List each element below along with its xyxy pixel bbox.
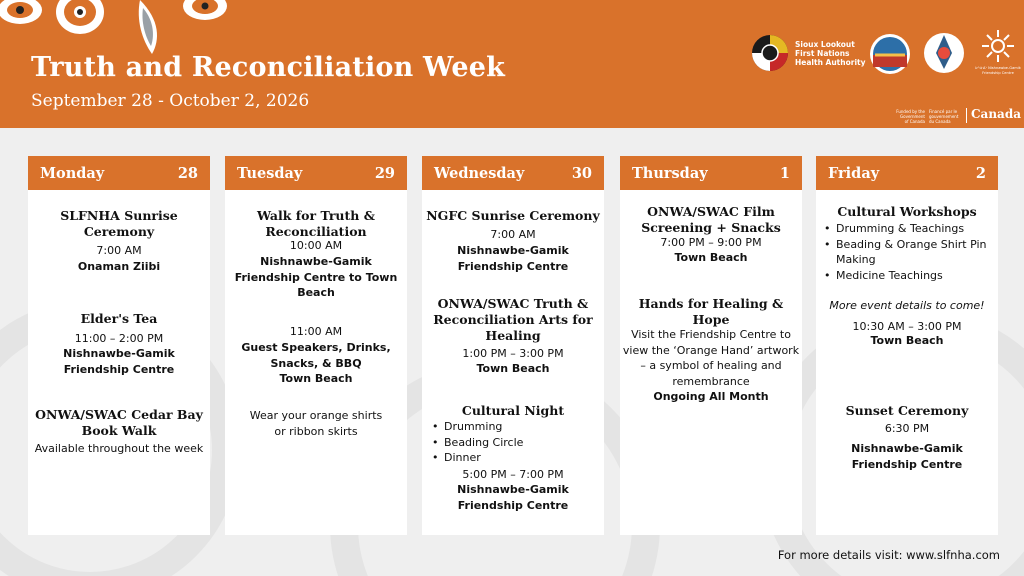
event-title: Sunset Ceremony [845,403,969,418]
event-time: 11:00 AM [289,325,343,338]
event-title: Hands for Healing & Hope [638,296,784,327]
event-time: 10:00 AM [289,239,343,252]
list-item: • Dinner [430,450,523,466]
event-title: SLFNHA Sunrise Ceremony [60,208,178,239]
event-title: Cultural Workshops [837,204,977,219]
day-card-wednesday [422,156,604,535]
event-time: 5:00 PM – 7:00 PM [462,468,564,481]
day-name: Thursday [632,164,708,182]
event-time: 1:00 PM – 3:00 PM [462,347,564,360]
friendship-centre-logo-caption: ᐅᐢᐋᐧᐃᐠ Nishnawbe-Gamik Friendship Centre [975,66,1021,75]
day-card-tuesday [225,156,407,535]
slfnha-logo-icon [751,34,789,72]
funded-by-english: Funded by the Government of Canada [896,109,925,124]
event-location: Nishnawbe-Gamik Friendship Centre [851,442,963,471]
event-title: Elder's Tea [80,311,158,326]
list-item: • Beading Circle [430,435,523,451]
funded-by-french: Financé par le gouvernement du Canada [929,109,959,124]
event-location: Nishnawbe-Gamik Friendship Centre [457,244,569,273]
day-name: Monday [40,164,105,182]
event-title: ONWA/SWAC Film Screening + Snacks [641,204,781,235]
floral-beadwork-decoration [0,0,240,56]
list-item: • Drumming [430,419,523,435]
list-item: • Drumming & Teachings [822,221,992,237]
day-header [28,156,210,190]
day-header [225,156,407,190]
page-title: Truth and Reconciliation Week [31,52,506,83]
slfnha-logo-text: Sioux Lookout First Nations Health Authority [795,40,866,67]
partner-logo-icon [922,29,966,75]
day-header [620,156,802,190]
event-title: ONWA/SWAC Cedar Bay Book Walk [35,407,203,438]
event-location: Town Beach [279,372,353,385]
day-name: Wednesday [434,164,525,182]
event-note: Ongoing All Month [653,390,769,403]
day-date: 28 [177,164,198,182]
divider [966,108,967,123]
page-subtitle: September 28 - October 2, 2026 [31,91,310,111]
event-note: Available throughout the week [34,442,204,455]
event-time: 7:00 AM [490,228,536,241]
event-title: Walk for Truth & Reconciliation [256,208,376,239]
event-location: Nishnawbe-Gamik Friendship Centre to Town Beach [234,255,398,299]
event-title: ONWA/SWAC Truth & Reconciliation Arts for Healing [433,296,593,343]
event-location: Town Beach [870,334,944,347]
event-location: Town Beach [674,251,748,264]
footer-more-details: For more details visit: www.slfnha.com [777,548,1000,562]
day-name: Friday [828,164,880,182]
day-card-friday [816,156,998,535]
day-card-thursday [620,156,802,535]
day-header [816,156,998,190]
event-location: Nishnawbe-Gamik Friendship Centre [63,347,175,376]
event-time: 6:30 PM [884,422,930,435]
event-time: 7:00 PM – 9:00 PM [660,236,762,249]
event-title: Cultural Night [461,403,565,418]
event-description: Visit the Friendship Centre to view the ‘Orange Hand’ artwork – a symbol of healing and remembrance [622,328,800,388]
friendship-centre-sun-icon [980,28,1016,64]
list-item: • Medicine Teachings [822,268,992,284]
canada-wordmark: Canada [971,107,1021,121]
event-time: 7:00 AM [96,244,142,257]
event-description: Guest Speakers, Drinks, Snacks, & BBQ [241,341,391,370]
day-name: Tuesday [237,164,303,182]
day-card-monday [28,156,210,535]
event-location: Town Beach [476,362,550,375]
event-location: Nishnawbe-Gamik Friendship Centre [457,483,569,512]
event-time: 11:00 – 2:00 PM [74,332,164,345]
day-date: 1 [779,164,790,182]
partner-logo-icon [869,33,911,75]
event-note: Wear your orange shirts or ribbon skirts [249,409,383,438]
day-date: 29 [374,164,395,182]
day-date: 30 [571,164,592,182]
event-time: 10:30 AM – 3:00 PM [852,320,962,333]
event-item-list [822,221,992,283]
event-location: Onaman Ziibi [77,260,161,273]
header-banner [0,0,1024,128]
event-title: NGFC Sunrise Ceremony [426,208,600,223]
day-header [422,156,604,190]
list-item: • Beading & Orange Shirt Pin Making [822,237,992,268]
day-date: 2 [975,164,986,182]
event-item-list [430,419,523,466]
more-details-note: More event details to come! [829,299,985,312]
